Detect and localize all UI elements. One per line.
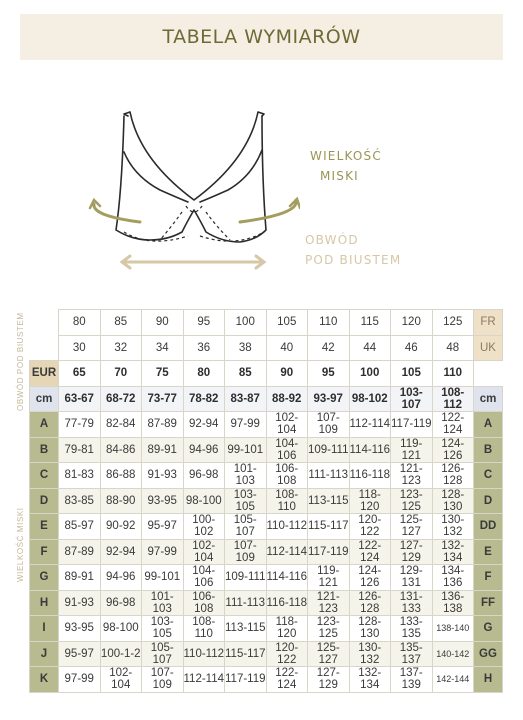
cup-letter-uk: DD [474, 514, 503, 540]
measurement-cell: 97-99 [142, 539, 184, 565]
measurement-cell: 107-109 [225, 539, 267, 565]
eur-size-cell: 100 [349, 361, 391, 387]
measurement-cell: 134-136 [432, 565, 474, 591]
measurement-cell: 107-109 [142, 667, 184, 693]
uk-size-cell: 42 [308, 335, 350, 361]
measurement-cell: 99-101 [225, 437, 267, 463]
cup-letter-eu: I [30, 616, 59, 642]
measurement-cell: 88-90 [100, 488, 142, 514]
uk-size-cell: 44 [349, 335, 391, 361]
cup-row [30, 539, 503, 565]
measurement-cell: 97-99 [225, 412, 267, 438]
empty-corner [30, 310, 59, 336]
measurement-cell: 115-117 [308, 514, 350, 540]
cup-row [30, 514, 503, 540]
fr-size-cell: 80 [59, 310, 101, 336]
measurement-cell: 82-84 [100, 412, 142, 438]
eur-size-cell: 105 [391, 361, 433, 387]
cup-row [30, 463, 503, 489]
measurement-cell: 108-110 [266, 488, 308, 514]
uk-size-cell: 34 [142, 335, 184, 361]
measurement-cell: 127-129 [391, 539, 433, 565]
measurement-cell: 128-130 [349, 616, 391, 642]
measurement-cell: 123-125 [391, 488, 433, 514]
eur-row [30, 361, 503, 387]
cup-letter-uk: E [474, 539, 503, 565]
cup-letter-eu: H [30, 590, 59, 616]
band-size-label-line2: POD BIUSTEM [305, 253, 402, 267]
measurement-cell: 77-79 [59, 412, 101, 438]
cm-range-cell: 88-92 [266, 386, 308, 412]
measurement-cell: 95-97 [142, 514, 184, 540]
measurement-cell: 112-114 [266, 539, 308, 565]
cup-row [30, 616, 503, 642]
cup-letter-uk: A [474, 412, 503, 438]
measurement-cell: 136-138 [432, 590, 474, 616]
measurement-cell: 121-123 [308, 590, 350, 616]
cup-letter-eu: J [30, 641, 59, 667]
measurement-cell: 135-137 [391, 641, 433, 667]
eur-size-cell: 75 [142, 361, 184, 387]
cup-letter-uk: GG [474, 641, 503, 667]
measurement-cell: 112-114 [183, 667, 225, 693]
cm-range-cell: 63-67 [59, 386, 101, 412]
eur-size-cell: 80 [183, 361, 225, 387]
uk-size-cell: 38 [225, 335, 267, 361]
uk-size-cell: 36 [183, 335, 225, 361]
cm-range-cell: 103-107 [391, 386, 433, 412]
cup-letter-uk: D [474, 488, 503, 514]
cup-letter-uk: B [474, 437, 503, 463]
fr-size-cell: 100 [225, 310, 267, 336]
measurement-cell: 92-94 [183, 412, 225, 438]
cm-row [30, 386, 503, 412]
cup-size-label [310, 146, 382, 186]
measurement-cell: 118-120 [349, 488, 391, 514]
measurement-cell: 124-126 [349, 565, 391, 591]
measurement-cell: 100-102 [183, 514, 225, 540]
measurement-cell: 138-140 [432, 616, 474, 642]
measurement-cell: 110-112 [183, 641, 225, 667]
cm-range-cell: 68-72 [100, 386, 142, 412]
size-chart-table [29, 309, 503, 693]
measurement-cell: 107-109 [308, 412, 350, 438]
measurement-cell: 91-93 [59, 590, 101, 616]
measurement-cell: 97-99 [59, 667, 101, 693]
cup-row [30, 590, 503, 616]
measurement-cell: 96-98 [100, 590, 142, 616]
uk-size-cell: 48 [432, 335, 474, 361]
cm-range-cell: 108-112 [432, 386, 474, 412]
measurement-cell: 109-111 [225, 565, 267, 591]
measurement-cell: 102-104 [266, 412, 308, 438]
cup-size-label-line2: MISKI [320, 169, 359, 183]
cup-size-label-line1: WIELKOŚĆ [310, 149, 382, 163]
fr-size-cell: 95 [183, 310, 225, 336]
measurement-cell: 124-126 [432, 437, 474, 463]
measurement-cell: 111-113 [225, 590, 267, 616]
measurement-cell: 132-134 [349, 667, 391, 693]
measurement-cell: 114-116 [349, 437, 391, 463]
cup-row [30, 437, 503, 463]
measurement-cell: 125-127 [308, 641, 350, 667]
measurement-cell: 101-103 [142, 590, 184, 616]
bra-illustration [0, 100, 300, 280]
measurement-cell: 119-121 [391, 437, 433, 463]
measurement-cell: 105-107 [142, 641, 184, 667]
measurement-cell: 102-104 [183, 539, 225, 565]
measurement-cell: 122-124 [349, 539, 391, 565]
measurement-cell: 130-132 [349, 641, 391, 667]
measurement-cell: 129-131 [391, 565, 433, 591]
uk-size-cell: 32 [100, 335, 142, 361]
measurement-cell: 117-119 [308, 539, 350, 565]
measurement-cell: 126-128 [432, 463, 474, 489]
measurement-cell: 102-104 [100, 667, 142, 693]
uk-row [30, 335, 503, 361]
cup-letter-eu: A [30, 412, 59, 438]
measurement-cell: 123-125 [308, 616, 350, 642]
measurement-cell: 105-107 [225, 514, 267, 540]
measurement-cell: 117-119 [391, 412, 433, 438]
measurement-cell: 133-135 [391, 616, 433, 642]
measurement-cell: 93-95 [59, 616, 101, 642]
measurement-cell: 116-118 [349, 463, 391, 489]
cm-range-cell: 93-97 [308, 386, 350, 412]
band-size-label [305, 230, 401, 270]
cm-range-cell: 83-87 [225, 386, 267, 412]
measurement-cell: 142-144 [432, 667, 474, 693]
eur-header: EUR [30, 361, 59, 387]
measurement-cell: 103-105 [142, 616, 184, 642]
eur-size-cell: 95 [308, 361, 350, 387]
cup-letter-uk: F [474, 565, 503, 591]
width-arrow-icon [122, 256, 264, 268]
measurement-cell: 111-113 [308, 463, 350, 489]
measurement-cell: 120-122 [349, 514, 391, 540]
fr-size-cell: 110 [308, 310, 350, 336]
uk-size-cell: 46 [391, 335, 433, 361]
fr-size-cell: 115 [349, 310, 391, 336]
measurement-cell: 132-134 [432, 539, 474, 565]
eur-size-cell: 70 [100, 361, 142, 387]
cm-header-right: cm [474, 386, 503, 412]
cm-range-cell: 73-77 [142, 386, 184, 412]
measurement-cell: 85-97 [59, 514, 101, 540]
cm-range-cell: 78-82 [183, 386, 225, 412]
cup-letter-eu: C [30, 463, 59, 489]
measurement-cell: 121-123 [391, 463, 433, 489]
fr-header: FR [474, 310, 503, 336]
cup-row [30, 488, 503, 514]
measurement-cell: 98-100 [100, 616, 142, 642]
measurement-cell: 90-92 [100, 514, 142, 540]
fr-size-cell: 90 [142, 310, 184, 336]
uk-size-cell: 40 [266, 335, 308, 361]
measurement-cell: 95-97 [59, 641, 101, 667]
cup-letter-uk: C [474, 463, 503, 489]
page-title: TABELA WYMIARÓW [162, 26, 361, 48]
measurement-cell: 110-112 [266, 514, 308, 540]
measurement-cell: 94-96 [100, 565, 142, 591]
measurement-cell: 89-91 [142, 437, 184, 463]
eur-size-cell: 90 [266, 361, 308, 387]
measurement-cell: 84-86 [100, 437, 142, 463]
cup-letter-uk: G [474, 616, 503, 642]
measurement-cell: 92-94 [100, 539, 142, 565]
cup-letter-eu: K [30, 667, 59, 693]
vertical-cup-label: WIELKOŚĆ MISKI [16, 507, 25, 582]
measurement-cell: 81-83 [59, 463, 101, 489]
measurement-cell: 79-81 [59, 437, 101, 463]
empty-corner [30, 335, 59, 361]
eur-size-cell: 85 [225, 361, 267, 387]
cup-letter-uk: H [474, 667, 503, 693]
measurement-cell: 122-124 [432, 412, 474, 438]
cup-letter-eu: D [30, 488, 59, 514]
fr-row [30, 310, 503, 336]
measurement-cell: 115-117 [225, 641, 267, 667]
measurement-cell: 118-120 [266, 616, 308, 642]
eur-size-cell: 65 [59, 361, 101, 387]
measurement-cell: 86-88 [100, 463, 142, 489]
cup-letter-eu: E [30, 514, 59, 540]
cm-range-cell: 98-102 [349, 386, 391, 412]
measurement-cell: 126-128 [349, 590, 391, 616]
measurement-cell: 89-91 [59, 565, 101, 591]
eur-size-cell: 110 [432, 361, 474, 387]
fr-size-cell: 105 [266, 310, 308, 336]
band-size-label-line1: OBWÓD [305, 233, 359, 247]
fr-size-cell: 125 [432, 310, 474, 336]
measurement-cell: 101-103 [225, 463, 267, 489]
cm-header-left: cm [30, 386, 59, 412]
measurement-cell: 112-114 [349, 412, 391, 438]
measurement-cell: 119-121 [308, 565, 350, 591]
measurement-cell: 106-108 [266, 463, 308, 489]
cup-letter-eu: F [30, 539, 59, 565]
measurement-cell: 83-85 [59, 488, 101, 514]
measurement-cell: 98-100 [183, 488, 225, 514]
cup-row [30, 412, 503, 438]
measurement-cell: 91-93 [142, 463, 184, 489]
vertical-band-label: OBWÓD POD BIUSTEM [16, 312, 25, 411]
measurement-cell: 87-89 [59, 539, 101, 565]
cup-letter-uk: FF [474, 590, 503, 616]
measurement-cell: 122-124 [266, 667, 308, 693]
measurement-cell: 117-119 [225, 667, 267, 693]
empty-corner [474, 361, 503, 387]
measurement-cell: 96-98 [183, 463, 225, 489]
title-banner [20, 14, 503, 60]
measurement-cell: 99-101 [142, 565, 184, 591]
measurement-cell: 108-110 [183, 616, 225, 642]
fr-size-cell: 85 [100, 310, 142, 336]
measurement-cell: 130-132 [432, 514, 474, 540]
uk-size-cell: 30 [59, 335, 101, 361]
measurement-cell: 131-133 [391, 590, 433, 616]
measurement-cell: 113-115 [225, 616, 267, 642]
measurement-cell: 106-108 [183, 590, 225, 616]
measurement-cell: 114-116 [266, 565, 308, 591]
cup-row [30, 565, 503, 591]
measurement-cell: 116-118 [266, 590, 308, 616]
measurement-cell: 93-95 [142, 488, 184, 514]
cup-row [30, 667, 503, 693]
measurement-cell: 104-106 [266, 437, 308, 463]
measurement-cell: 120-122 [266, 641, 308, 667]
measurement-cell: 103-105 [225, 488, 267, 514]
measurement-cell: 140-142 [432, 641, 474, 667]
measurement-cell: 87-89 [142, 412, 184, 438]
measurement-cell: 100-1-2 [100, 641, 142, 667]
cup-letter-eu: B [30, 437, 59, 463]
fr-size-cell: 120 [391, 310, 433, 336]
measurement-cell: 137-139 [391, 667, 433, 693]
measurement-cell: 94-96 [183, 437, 225, 463]
measurement-cell: 127-129 [308, 667, 350, 693]
measurement-cell: 128-130 [432, 488, 474, 514]
measurement-cell: 113-115 [308, 488, 350, 514]
uk-header: UK [474, 335, 503, 361]
measurement-cell: 109-111 [308, 437, 350, 463]
measurement-cell: 104-106 [183, 565, 225, 591]
cup-letter-eu: G [30, 565, 59, 591]
measurement-cell: 125-127 [391, 514, 433, 540]
cup-row [30, 641, 503, 667]
